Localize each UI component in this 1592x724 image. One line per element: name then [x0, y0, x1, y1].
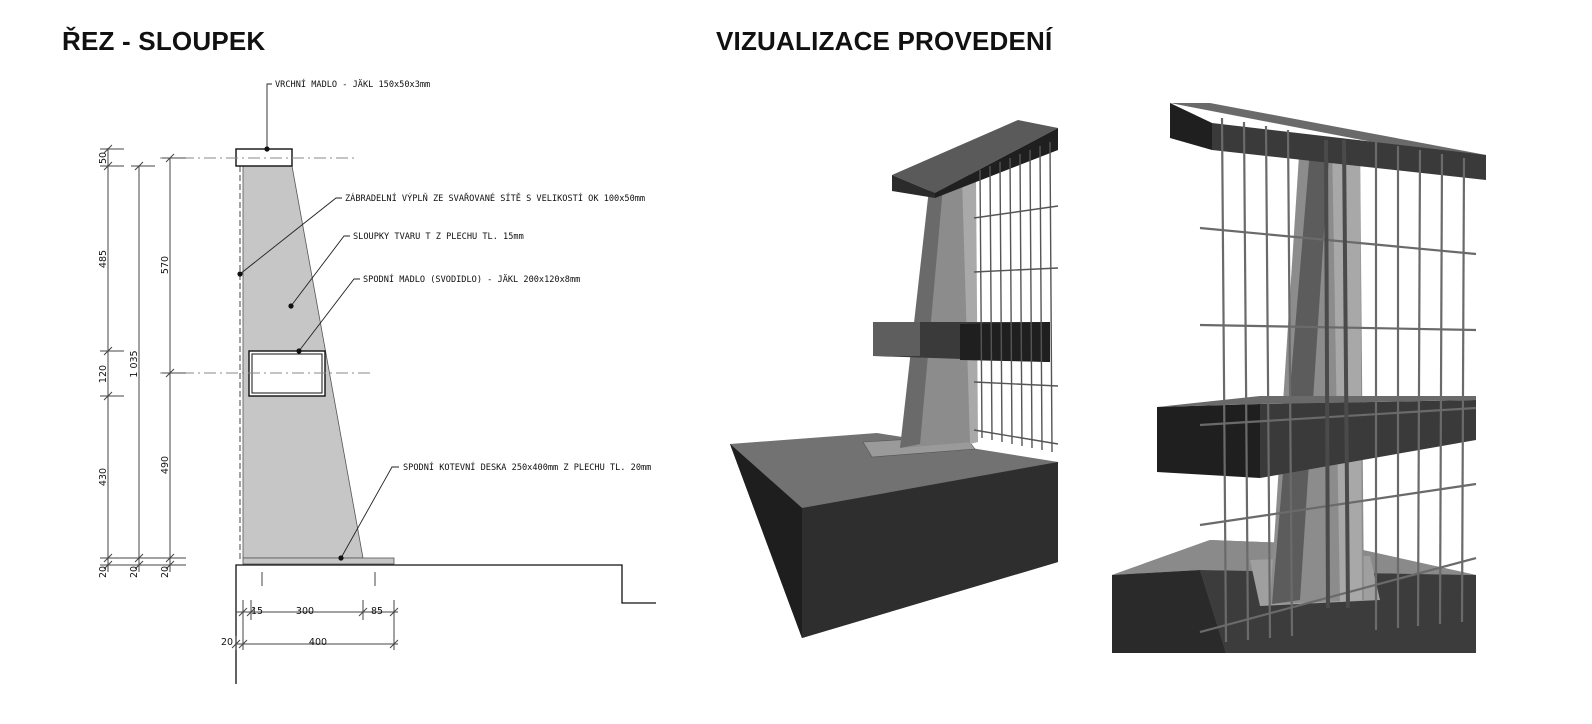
dim-400: 400 [308, 637, 328, 648]
dim-490: 490 [160, 455, 171, 475]
dim-85: 85 [370, 606, 384, 617]
dim-20-a: 20 [98, 565, 109, 579]
annotation-bottom-rail: SPODNÍ MADLO (SVODIDLO) - JÄKL 200x120x8mm [363, 275, 581, 285]
annotation-anchor-plate: SPODNÍ KOTEVNÍ DESKA 250x400mm Z PLECHU TL. 20mm [403, 463, 652, 473]
dim-20-c: 20 [160, 565, 171, 579]
dim-50: 50 [98, 151, 109, 165]
dim-430: 430 [98, 467, 109, 487]
section-drawing [100, 84, 656, 684]
anchor-plate [243, 558, 394, 564]
annotation-posts: SLOUPKY TVARU T Z PLECHU TL. 15mm [353, 232, 524, 242]
ground-outline [236, 565, 656, 684]
annotation-infill: ZÁBRADELNÍ VÝPLŇ ZE SVAŘOVANÉ SÍTĚ S VELIKOSTÍ OK 100x50mm [345, 194, 646, 204]
section-heading: ŘEZ - SLOUPEK [62, 26, 266, 56]
dim-1035: 1 035 [129, 350, 140, 378]
visualization-heading: VIZUALIZACE PROVEDENÍ [716, 26, 1053, 56]
render-view-2 [1112, 103, 1486, 653]
dim-485: 485 [98, 249, 109, 269]
dim-120: 120 [98, 364, 109, 384]
dim-20-b: 20 [129, 565, 140, 579]
dim-15: 15 [250, 606, 264, 617]
annotation-top-rail: VRCHNÍ MADLO - JÄKL 150x50x3mm [275, 80, 431, 90]
dim-20-d: 20 [220, 637, 234, 648]
dim-570: 570 [160, 255, 171, 275]
render-view-1 [730, 120, 1058, 638]
dim-300: 300 [295, 606, 315, 617]
